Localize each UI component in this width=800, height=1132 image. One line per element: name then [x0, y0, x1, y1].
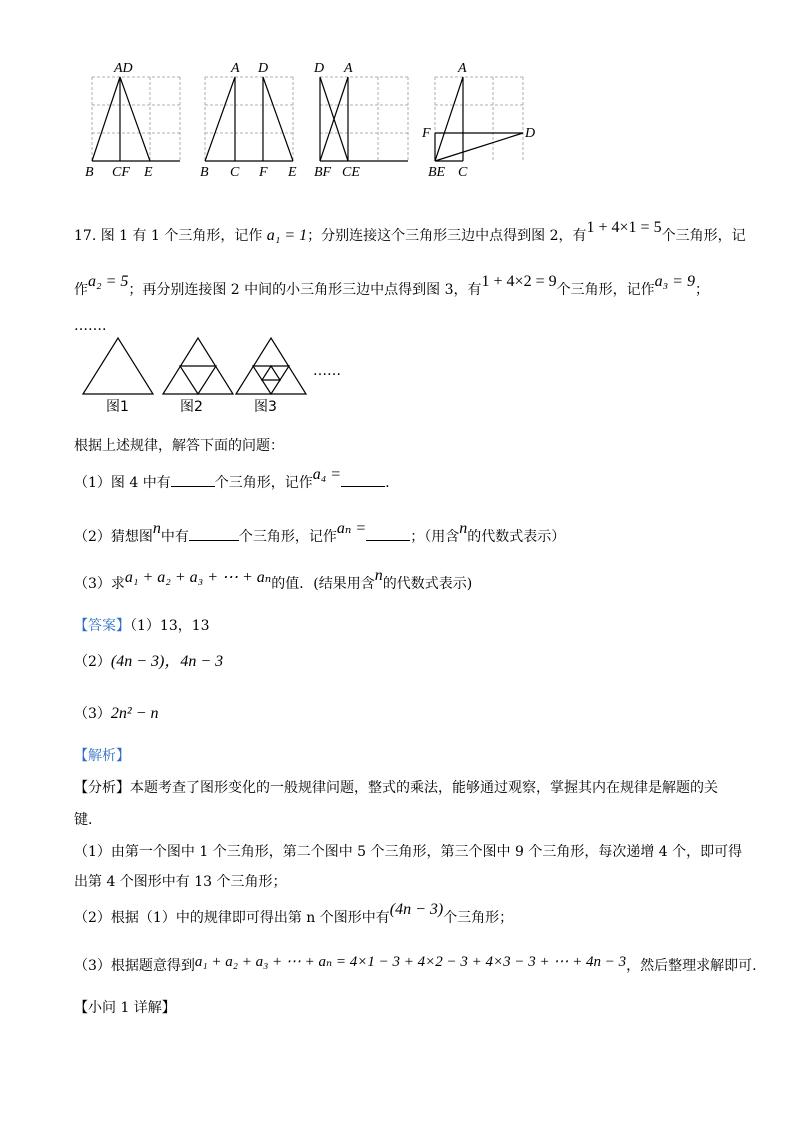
q17-text: 17. 图 1 有 1 个三角形，记作 [74, 228, 267, 244]
math-a2: a₂ = 5 [88, 273, 129, 290]
svg-text:B: B [85, 165, 94, 180]
answer-1: （1）13，13 [130, 618, 210, 634]
svg-text:AD: AD [114, 61, 133, 76]
answer-label: （2） [74, 654, 111, 670]
svg-text:A: A [231, 61, 240, 76]
q17-text: 作 [74, 282, 88, 298]
analysis-text: ，然后整理求解即可. [626, 958, 757, 974]
svg-text:A: A [344, 61, 353, 76]
svg-text:D: D [314, 61, 325, 76]
q17-intro: 根据上述规律，解答下面的问题： [74, 438, 284, 454]
math-sum-expr: a₁ + a₂ + a₃ + ⋯ + aₙ = 4×1 − 3 + 4×2 − 3 + 4×3 − 3 + ⋯ + 4n − 3 [194, 954, 627, 970]
svg-text:A: A [458, 61, 467, 76]
analysis-text: （2）根据（1）中的规律即可得出第 n 个图形中有 [74, 910, 390, 926]
analysis-xiaowen: 【小问 1 详解】 [74, 1000, 176, 1016]
analysis-step3 [74, 956, 757, 976]
svg-text:B: B [200, 165, 209, 180]
q17-text: 个三角形，记作 [238, 529, 337, 545]
fig-caption-3: 图3 [254, 399, 277, 415]
math-n: n [374, 567, 383, 584]
q17-text: ； [694, 282, 709, 298]
q17-text: 的代数式表示) [382, 576, 473, 592]
answer-2: (4n − 3)，4n − 3 [110, 653, 224, 670]
answer-line-3 [74, 704, 159, 724]
grid-figures [80, 58, 550, 183]
analysis-step2 [74, 901, 514, 928]
analysis-fenxi-1: 【分析】本题考查了图形变化的一般规律问题，整式的乘法，能够通过观察，掌握其内在规律是解题的关 [74, 780, 718, 796]
svg-text:C: C [458, 165, 468, 180]
svg-text:BE: BE [428, 165, 446, 180]
q17-text: 个三角形，记作 [214, 475, 313, 491]
triangle-fig1 [83, 338, 153, 394]
math-n: n [459, 520, 468, 537]
math-an: aₙ = [336, 520, 367, 537]
svg-text:F: F [259, 165, 268, 180]
q17-text: 的值．(结果用含 [271, 576, 375, 592]
math-expr: 1 + 4×1 = 5 [586, 219, 662, 236]
answer-line-2 [74, 652, 223, 672]
q17-text: ；再分别连接图 2 中间的小三角形三边中点得到图 3，有 [128, 282, 482, 298]
q17-part2 [74, 520, 566, 547]
triangle-fig3 [236, 338, 306, 394]
answer-blank[interactable] [171, 472, 215, 487]
math-a3: a₃ = 9 [654, 273, 695, 290]
svg-text:E: E [288, 165, 297, 180]
grid-figure-3 [320, 77, 408, 161]
math-a1: a₁ = 1 [266, 227, 308, 244]
q17-text: ；（用含 [410, 529, 460, 545]
svg-text:C: C [230, 165, 240, 180]
math-n: n [152, 520, 161, 537]
answer-blank[interactable] [341, 472, 385, 487]
svg-text:BF: BF [314, 165, 332, 180]
analysis-step1-1: （1）由第一个图中 1 个三角形，第二个图中 5 个三角形，第三个图中 9 个三角形，每次递增 4 个，即可得 [74, 844, 743, 860]
svg-text:D: D [258, 61, 269, 76]
math-sum: a₁ + a₂ + a₃ + ⋯ + aₙ [124, 569, 272, 586]
q17-text: （2）猜想图 [74, 529, 153, 545]
svg-text:CE: CE [342, 165, 360, 180]
q17-text: 个三角形，记 [661, 228, 746, 244]
svg-text:F: F [422, 126, 431, 141]
q17-text: 个三角形，记作 [556, 282, 655, 298]
q17-line-3: ……. [74, 318, 107, 334]
math-a4: a₄ = [312, 466, 342, 483]
math-expr: (4n − 3) [389, 901, 444, 918]
analysis-text: 个三角形； [443, 910, 514, 926]
grid-figure-1 [92, 77, 180, 161]
answer-line-1 [74, 616, 210, 636]
answer-blank[interactable] [189, 526, 239, 541]
answer-label: （3） [74, 706, 111, 722]
grid-figure-2 [205, 77, 293, 161]
fig-caption-2: 图2 [180, 399, 203, 415]
answer-3: 2n² − n [110, 705, 159, 722]
analysis-fenxi-2: 键. [74, 812, 93, 828]
svg-text:D: D [525, 126, 536, 141]
analysis-step1-2: 出第 4 个图形中有 13 个三角形； [74, 874, 287, 890]
q17-text: （1）图 4 中有 [74, 475, 171, 491]
fig-ellipsis: …… [313, 363, 341, 379]
svg-text:CF: CF [112, 165, 130, 180]
answer-tag: 【答案】 [74, 618, 130, 634]
analysis-text: （3）根据题意得到 [74, 958, 195, 974]
analysis-tag: 【解析】 [74, 748, 130, 764]
answer-blank[interactable] [366, 526, 410, 541]
q17-line-2 [74, 273, 709, 300]
q17-line-1 [74, 219, 746, 246]
q17-text: . [385, 475, 390, 491]
q17-text: （3）求 [74, 576, 125, 592]
q17-text: 的代数式表示） [467, 529, 566, 545]
q17-text: 中有 [160, 529, 189, 545]
q17-part1 [74, 466, 390, 493]
math-expr: 1 + 4×2 = 9 [481, 273, 557, 290]
triangle-fig2 [163, 338, 233, 394]
fig-caption-1: 图1 [106, 399, 129, 415]
q17-part3 [74, 567, 473, 594]
svg-text:E: E [144, 165, 153, 180]
q17-text: ；分别连接这个三角形三边中点得到图 2，有 [307, 228, 587, 244]
grid-figure-4 [435, 77, 523, 161]
